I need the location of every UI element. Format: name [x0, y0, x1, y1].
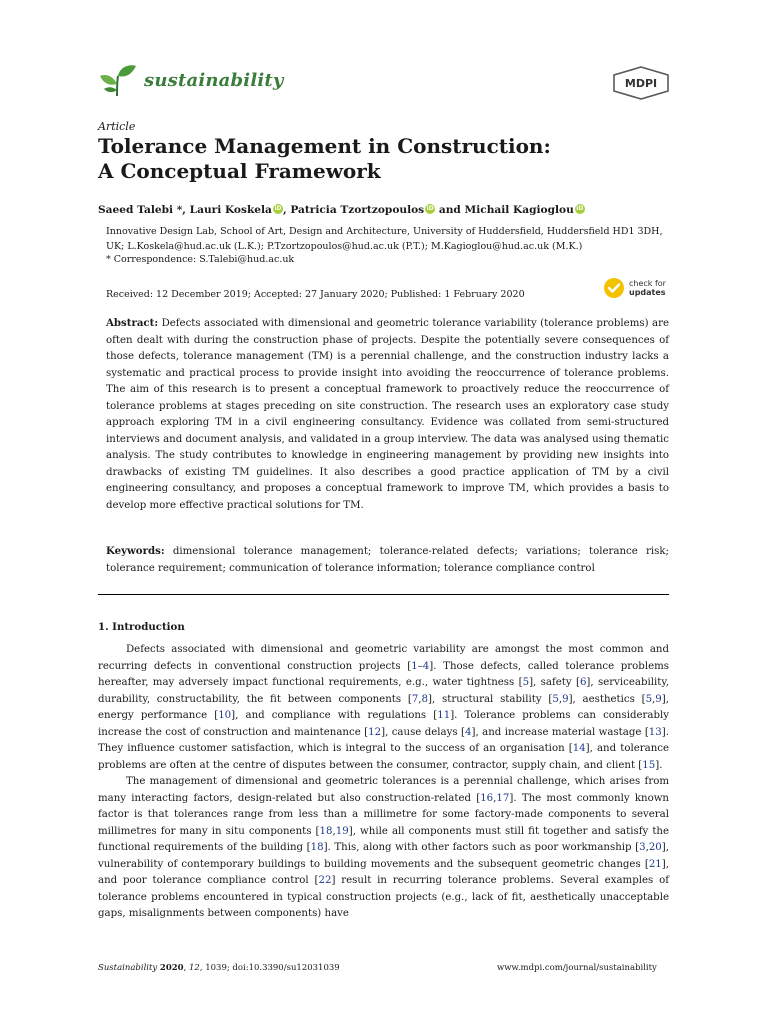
publisher-logo-text: MDPI	[624, 77, 658, 90]
correspondence: * Correspondence: S.Talebi@hud.ac.uk	[106, 254, 295, 265]
keywords	[106, 543, 669, 577]
keywords-text: dimensional tolerance management; tolerance-related defects; variations; tolerance risk; tolerance requirement; communication of tolerance information; tolerance compliance control	[106, 546, 669, 574]
introduction-body	[98, 642, 669, 923]
citation-link[interactable]: 20	[648, 842, 662, 853]
text-run: ]. This, along with other factors such as poor workmanship [	[323, 842, 640, 853]
text-run: ,	[332, 825, 336, 837]
footer-volume: 12	[189, 963, 200, 973]
citation-link[interactable]: 22	[318, 875, 332, 886]
mdpi-logo[interactable]	[612, 66, 670, 104]
citation-link[interactable]: 19	[335, 825, 349, 837]
citation-link[interactable]: 11	[437, 710, 451, 721]
text-run: ], energy performance [	[98, 693, 669, 721]
citation-link[interactable]: 14	[572, 743, 586, 754]
paragraph-2	[98, 774, 669, 923]
footer-doi: , 1039; doi:10.3390/su12031039	[199, 963, 340, 973]
footer-year: 2020	[159, 963, 184, 973]
text-run: ], and compliance with regulations [	[231, 710, 438, 721]
text-run: ], and poor tolerance compliance control [	[98, 858, 669, 886]
orcid-icon[interactable]	[575, 204, 585, 214]
article-type: Article	[98, 120, 136, 133]
section-divider	[98, 594, 669, 595]
check-for-updates-badge[interactable]	[603, 277, 666, 299]
check-updates-text	[629, 279, 666, 297]
affiliation: Innovative Design Lab, School of Art, Design and Architecture, University of Huddersfield, Huddersfield HD1 3DH, UK; L.Koskela@hud.ac.uk (L.K.); P.Tzortzopoulos@hud.ac.uk (P.T.); M.Kagioglou@hud.ac.uk (M.K.)	[106, 226, 663, 252]
abstract	[106, 315, 669, 514]
title-line-2: A Conceptual Framework	[98, 159, 381, 183]
author-tzortzopoulos: , Patricia Tzortzopoulos	[282, 204, 425, 216]
text-run: Defects associated with dimensional and geometric variability are amongst the most common and recurring defects in conventional construction projects [	[98, 644, 669, 672]
citation-link[interactable]: 10	[218, 710, 232, 721]
section-heading-introduction: 1. Introduction	[98, 621, 185, 633]
orcid-icon[interactable]	[273, 204, 283, 214]
orcid-icon[interactable]	[425, 204, 435, 214]
leaf-logo-icon	[98, 60, 138, 100]
citation-link[interactable]: 18	[319, 825, 333, 837]
title-line-1: Tolerance Management in Construction:	[98, 134, 551, 158]
citation-link[interactable]: 13	[648, 726, 662, 738]
citation-link[interactable]: 15	[642, 759, 656, 771]
text-run: ], safety [	[529, 677, 580, 688]
citation-link[interactable]: 5	[552, 693, 559, 705]
citation-link[interactable]: 17	[496, 792, 510, 804]
text-run: The management of dimensional and geometric tolerances is a perennial challenge, which arises from many interacting factors, design-related but also construction-related [	[98, 776, 669, 804]
citation-link[interactable]: 9	[655, 693, 662, 705]
check-updates-icon	[603, 277, 625, 299]
citation-link[interactable]: 8	[421, 693, 429, 705]
article-title	[98, 134, 658, 184]
citation-link[interactable]: 3	[639, 842, 646, 853]
check-updates-line1: check for	[629, 279, 666, 288]
text-run: ], vulnerability of contemporary buildings to building movements and the subsequent geometric changes [	[98, 842, 670, 870]
journal-name: sustainability	[144, 69, 284, 91]
text-run: ]. The most commonly known factor is that tolerances range from less than a millimetre for some factory-made components to several millimetres for many in situ components [	[98, 792, 669, 837]
author-talebi: Saeed Talebi *,	[98, 204, 186, 216]
citation-link[interactable]: 1	[411, 660, 418, 672]
citation-link[interactable]: 5	[522, 677, 530, 688]
publication-dates: Received: 12 December 2019; Accepted: 27 January 2020; Published: 1 February 2020	[106, 289, 525, 300]
citation-link[interactable]: 9	[562, 693, 569, 705]
footer-citation: Sustainability 2020, 12, 1039; doi:10.3390/su12031039	[98, 963, 340, 973]
citation-link[interactable]: 6	[579, 677, 587, 688]
citation-link[interactable]: 16	[480, 792, 494, 804]
citation-link[interactable]: 12	[368, 726, 382, 738]
paragraph-1	[98, 642, 669, 774]
footer-journal: Sustainability	[98, 963, 158, 973]
text-run: ] result in recurring tolerance problems. Several examples of tolerance problems encountered in typical construction projects (e.g., lack of fit, aesthetically unacceptable gaps, misalignments between components) have	[98, 875, 669, 919]
text-run: ,	[558, 693, 563, 705]
mdpi-logo-icon	[612, 66, 670, 100]
text-run: ]. Tolerance problems can considerably increase the cost of construction and maintenance [	[98, 710, 669, 738]
text-run: –	[417, 660, 423, 672]
author-koskela: Lauri Koskela	[189, 204, 272, 216]
text-run: ].	[655, 759, 663, 771]
text-run: ], structural stability [	[428, 693, 553, 705]
text-run: ], while all components must still fit together and satisfy the functional requirements of the building [	[98, 825, 670, 853]
author-kagioglou: and Michail Kagioglou	[438, 204, 574, 216]
check-updates-line2: updates	[629, 288, 666, 297]
text-run: ,	[493, 792, 497, 804]
text-run: ], cause delays [	[381, 726, 466, 738]
text-run: ], and tolerance problems are often at the centre of disputes between the consumer, contractor, supply chain, and client [	[98, 743, 669, 771]
citation-link[interactable]: 4	[422, 660, 430, 672]
citation-link[interactable]: 18	[310, 842, 324, 853]
text-run: ]. Those defects, called tolerance problems hereafter, may adversely impact functional requirements, e.g., water tightness [	[98, 660, 669, 688]
text-run: ,	[652, 693, 656, 705]
journal-logo[interactable]	[98, 60, 284, 100]
text-run: ], and increase material wastage [	[471, 726, 649, 738]
citation-link[interactable]: 21	[648, 858, 662, 870]
citation-link[interactable]: 4	[465, 726, 472, 738]
keywords-label: Keywords:	[106, 545, 165, 557]
citation-link[interactable]: 7	[411, 693, 419, 705]
text-run: ]. They influence customer satisfaction, which is integral to the success of an organisation [	[98, 726, 669, 754]
author-list	[98, 204, 585, 216]
citation-link[interactable]: 5	[645, 693, 653, 705]
text-run: ], serviceability, durability, constructability, the fit between components [	[98, 677, 669, 705]
footer-journal-url[interactable]: www.mdpi.com/journal/sustainability	[497, 963, 657, 973]
text-run: ,	[645, 842, 649, 853]
text-run: ], aesthetics [	[568, 693, 646, 705]
text-run: ,	[418, 693, 422, 705]
abstract-label: Abstract:	[106, 317, 159, 329]
abstract-text: Defects associated with dimensional and geometric tolerance variability (tolerance problems) are often dealt with during the construction phase of projects. Despite the potentially severe consequences of those defects, tolerance management (TM) is a perennial challenge, and the construction industry lacks a systematic and practical process to provide insight into avoiding the reoccurrence of tolerance problems. The aim of this research is to present a conceptual framework to proactively reduce the reoccurrence of tolerance problems at stages preceding on site construction. The research uses an exploratory case study approach exploring TM in a civil engineering consultancy. Evidence was collated from semi-structured interviews and document analysis, and validated in a group interview. The data was analysed using thematic analysis. The study contributes to knowledge in engineering management by providing new insights into drawbacks of existing TM guidelines. It also describes a good practice application of TM by a civil engineering consultancy, and proposes a conceptual framework to improve TM, which provides a basis to develop more effective practical solutions for TM.	[106, 318, 669, 511]
